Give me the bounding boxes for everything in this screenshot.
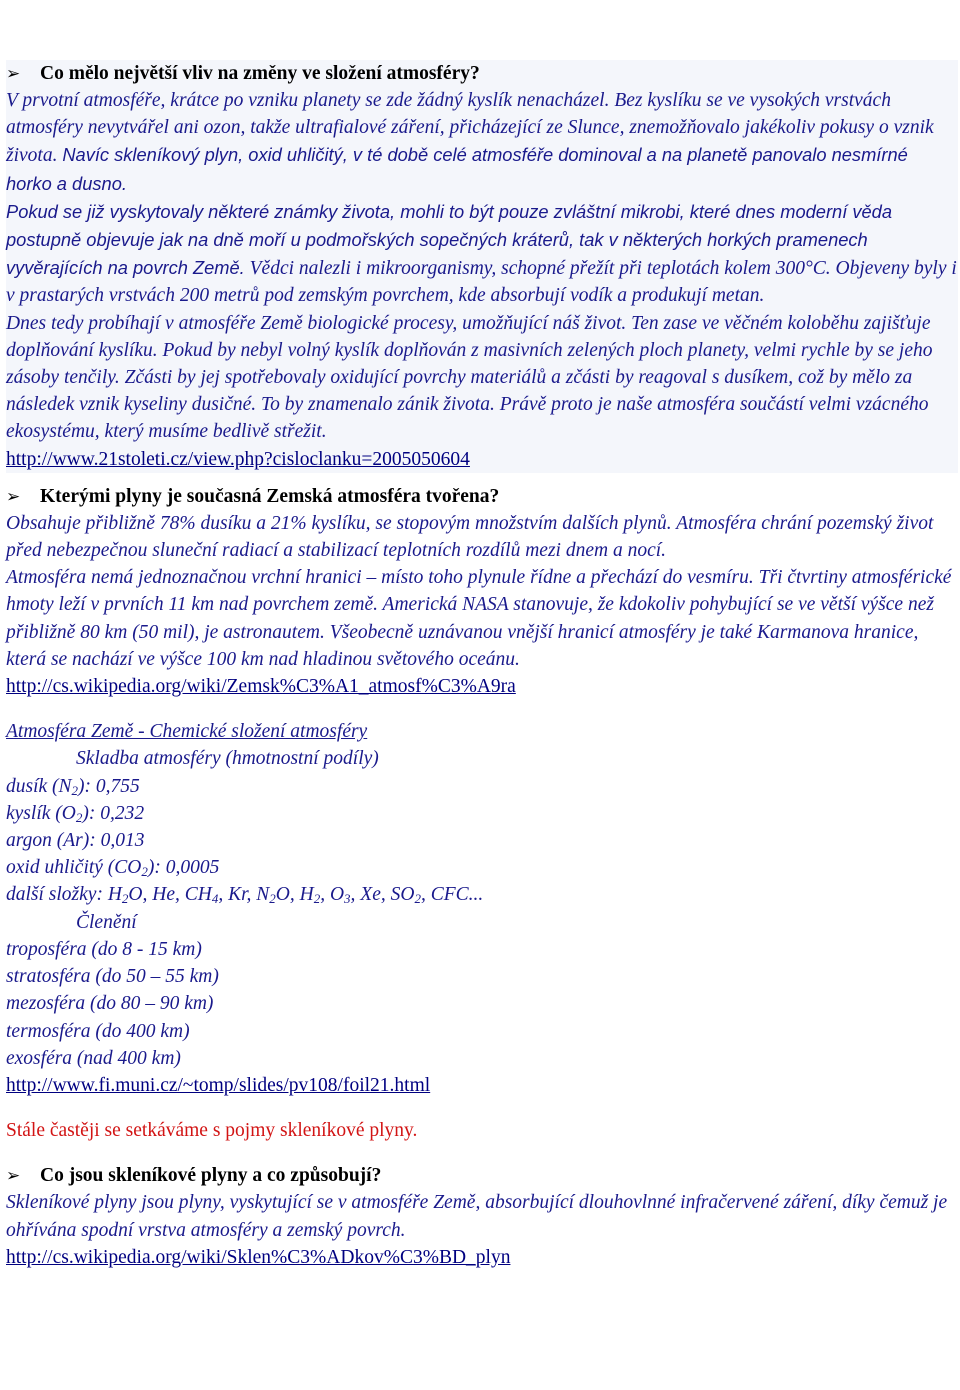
question-3-heading: ➢ Co jsou skleníkové plyny a co způsobují? [6, 1162, 958, 1189]
q1-paragraph-3: Dnes tedy probíhají v atmosféře Země biologické procesy, umožňující náš život. Ten zase ve věčném koloběhu zajišťuje doplňování kyslíku. Pokud by nebyl volný kyslík doplňován z masivních zelených ploch planety, velmi rychle by se jeho zásoby tenčily. Zčásti by jej spotřebovaly oxidující povrchy materiálů a zčásti by reagoval s dusíkem, což by mělo za následek vznik kyseliny dusičné. To by znamenalo zánik života. Právě proto je naše atmosféra součástí velmi vzácného ekosystému, který musíme bedlivě střežit. [6, 312, 933, 443]
layer-item: termosféra (do 400 km) [6, 1020, 190, 1042]
layers-heading: Členění [76, 911, 137, 933]
q2-source [6, 673, 958, 700]
layer-item: stratosféra (do 50 – 55 km) [6, 966, 219, 988]
arrow-bullet-icon: ➢ [6, 486, 21, 506]
composition-heading: Atmosféra Země - Chemické složení atmosféry [6, 721, 368, 743]
q1-paragraph-2: Pokud se již vyskytovaly některé známky života, mohli to být pouze zvláštní mikrobi, které dnes moderní věda postupně objevuje jak na dně moří u podmořských sopečných kráterů, tak v některých horkých pramenech vyvěrajících na povrch Země. Vědci nalezli i mikroorganismy, schopné přežít při teplotách kolem 300°C. Objeveny byly i v prastarých vrstvách 200 metrů pod zemským povrchem, kde absorbují vodík a produkují metan. [6, 200, 957, 307]
q3-paragraph-1: Skleníkové plyny jsou plyny, vyskytující se v atmosféře Země, absorbující dlouhovlnné infračervené záření, díky čemuž je ohřívána spodní vrstva atmosféry a zemský povrch. [6, 1192, 948, 1241]
source-link[interactable]: http://www.21stoleti.cz/view.php?cisloclanku=2005050604 [6, 448, 470, 470]
q2-paragraph-2: Atmosféra nemá jednoznačnou vrchní hranici – místo toho plynule řídne a přechází do vesmíru. Tři čtvrtiny atmosférické hmoty leží v prvních 11 km nad povrchem země. Americká NASA stanovuje, že kdokoliv pohybující se ve větší výšce než přibližně 80 km (50 mil), je astronautem. Všeobecně uznávanou vnější hranicí atmosféry je také Karmanova hranice, která se nachází ve výšce 100 km nad hladinou světového oceánu. [6, 567, 952, 670]
section-2 [6, 483, 958, 700]
source-link[interactable]: http://cs.wikipedia.org/wiki/Sklen%C3%ADkov%C3%BD_plyn [6, 1246, 511, 1268]
q1-source [6, 446, 958, 473]
arrow-bullet-icon: ➢ [6, 1166, 21, 1186]
q2-paragraph-1: Obsahuje přibližně 78% dusíku a 21% kyslíku, se stopovým množstvím dalších plynů. Atmosféra chrání pozemský život před nebezpečnou sluneční radiací a stabilizací teplotních rozdílů mezi dnem a nocí. [6, 512, 934, 562]
composition-n2: dusík $(N_2)$: 0,755 [6, 775, 140, 798]
composition-subheading: Skladba atmosféry (hmotnostní podíly) [76, 748, 379, 770]
section-1 [6, 60, 958, 473]
composition-ar: argon (Ar): 0,013 [6, 830, 145, 852]
composition-o2: kyslík $(O_2)$: 0,232 [6, 802, 145, 825]
question-2-heading: ➢ Kterými plyny je současná Zemská atmosféra tvořena? [6, 483, 958, 510]
q3-source [6, 1244, 958, 1271]
q1-paragraph-1: V prvotní atmosféře, krátce po vzniku planety se zde žádný kyslík nenacházel. Bez kyslíku se ve vysokých vrstvách atmosféry nevytvářel ani ozon, takže ultrafialové záření, přicházející ze Slunce, znemožňovalo jakékoliv pokusy o vznik života. Navíc skleníkový plyn, oxid uhličitý, v té době celé atmosféře dominoval a na planetě panovalo nesmírné horko a dusno. [6, 90, 934, 194]
question-1-heading: ➢ Co mělo největší vliv na změny ve složení atmosféry? [6, 60, 958, 87]
composition-source [6, 1072, 958, 1099]
section-composition [6, 718, 958, 1099]
source-link[interactable]: http://cs.wikipedia.org/wiki/Zemsk%C3%A1_atmosf%C3%A9ra [6, 676, 516, 698]
composition-co2: oxid uhličitý $(CO_2)$: 0,0005 [6, 857, 220, 880]
source-link[interactable]: http://www.fi.muni.cz/~tomp/slides/pv108/foil21.html [6, 1074, 431, 1096]
layer-item: troposféra (do 8 - 15 km) [6, 938, 202, 960]
content [6, 60, 958, 1271]
arrow-bullet-icon: ➢ [6, 64, 21, 83]
composition-other: další složky: $H_2O$, He, $CH_4$, Kr, $N_2O$, $H_2$, $O_3$, Xe, $SO_2$, CFC... [6, 884, 484, 907]
layer-item: mezosféra (do 80 – 90 km) [6, 993, 214, 1015]
layer-item: exosféra (nad 400 km) [6, 1047, 181, 1069]
section-3 [6, 1162, 958, 1271]
red-note: Stále častěji se setkáváme s pojmy skleníkové plyny. [6, 1120, 418, 1142]
